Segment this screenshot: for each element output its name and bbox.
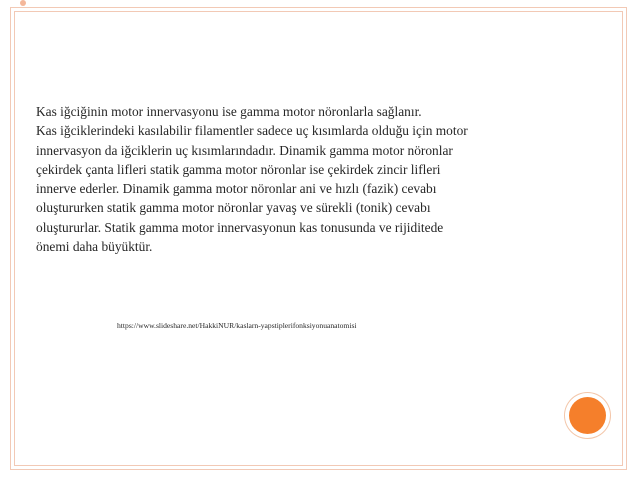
slide-body-paragraph xyxy=(36,102,576,256)
paragraph-line: önemi daha büyüktür. xyxy=(36,239,153,255)
paragraph-line: çekirdek çanta lifleri statik gamma motor nöronlar ise çekirdek zincir lifleri xyxy=(36,161,441,177)
paragraph-line: innervasyon da iğciklerin uç kısımlarındadır. Dinamik gamma motor nöronlar xyxy=(36,142,453,158)
paragraph-line: Kas iğciğinin motor innervasyonu ise gamma motor nöronlarla sağlanır. xyxy=(36,104,422,119)
paragraph-line: oluştururlar. Statik gamma motor innervasyonun kas tonusunda ve rijiditede xyxy=(36,219,444,235)
source-url-link[interactable]: https://www.slideshare.net/HakkiNUR/kaslarn-yapstiplerifonksiyonuanatomisi xyxy=(117,321,357,330)
paragraph-line: innerve ederler. Dinamik gamma motor nöronlar ani ve hızlı (fazik) cevabı xyxy=(36,181,437,197)
paragraph-line: oluştururken statik gamma motor nöronlar yavaş ve sürekli (tonik) cevabı xyxy=(36,200,431,216)
paragraph-line: Kas iğciklerindeki kasılabilir filamentler sadece uç kısımlarda olduğu için motor xyxy=(36,123,468,139)
decorative-dot xyxy=(20,0,26,6)
accent-circle-icon xyxy=(569,397,606,434)
